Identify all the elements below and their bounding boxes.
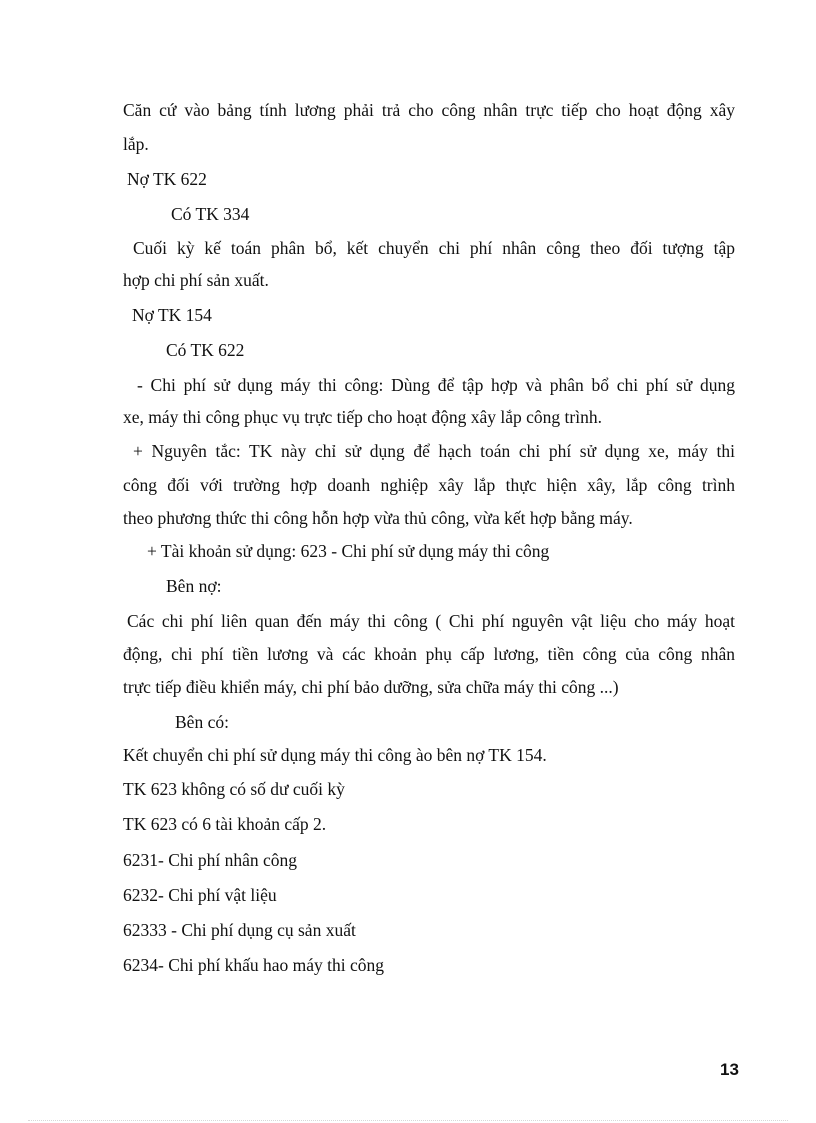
text-line: động, chi phí tiền lương và các khoản phụ cấp lương, tiền công của công nhân xyxy=(123,644,735,664)
footer-divider xyxy=(28,1120,788,1121)
text-line: Cuối kỳ kế toán phân bổ, kết chuyển chi phí nhân công theo đối tượng tập xyxy=(133,238,735,258)
text-line: lắp. xyxy=(123,134,149,154)
text-line: TK 623 có 6 tài khoản cấp 2. xyxy=(123,814,327,834)
text-line: + Nguyên tắc: TK này chỉ sử dụng để hạch toán chi phí sử dụng xe, máy thi xyxy=(133,441,735,461)
text-line: xe, máy thi công phục vụ trực tiếp cho hoạt động xây lắp công trình. xyxy=(123,407,602,427)
account-list-item: 6234- Chi phí khấu hao máy thi công xyxy=(123,955,385,975)
text-line: Căn cứ vào bảng tính lương phải trả cho công nhân trực tiếp cho hoạt động xây xyxy=(123,100,735,120)
page-number: 13 xyxy=(720,1060,739,1079)
journal-debit-line: Nợ TK 154 xyxy=(132,305,212,325)
account-list-item: 6232- Chi phí vật liệu xyxy=(123,885,277,905)
account-list-item: 62333 - Chi phí dụng cụ sản xuất xyxy=(123,920,356,940)
text-line: + Tài khoản sử dụng: 623 - Chi phí sử dụng máy thi công xyxy=(147,541,550,561)
text-line: Các chi phí liên quan đến máy thi công ( Chi phí nguyên vật liệu cho máy hoạt xyxy=(127,611,735,631)
journal-credit-line: Có TK 334 xyxy=(171,204,250,224)
section-label: Bên có: xyxy=(175,712,229,732)
text-line: TK 623 không có số dư cuối kỳ xyxy=(123,779,345,799)
text-line: theo phương thức thi công hỗn hợp vừa thủ công, vừa kết hợp bằng máy. xyxy=(123,508,633,528)
text-line: trực tiếp điều khiển máy, chi phí bảo dưỡng, sửa chữa máy thi công ...) xyxy=(123,677,619,697)
journal-debit-line: Nợ TK 622 xyxy=(127,169,207,189)
text-line: hợp chi phí sản xuất. xyxy=(123,270,269,290)
journal-credit-line: Có TK 622 xyxy=(166,340,245,360)
text-line: công đối với trường hợp doanh nghiệp xây lắp thực hiện xây, lắp công trình xyxy=(123,475,735,495)
text-line: - Chi phí sử dụng máy thi công: Dùng để tập hợp và phân bổ chi phí sử dụng xyxy=(137,375,735,395)
section-label: Bên nợ: xyxy=(166,576,222,596)
account-list-item: 6231- Chi phí nhân công xyxy=(123,850,298,870)
text-line: Kết chuyển chi phí sử dụng máy thi công ào bên nợ TK 154. xyxy=(123,745,547,765)
